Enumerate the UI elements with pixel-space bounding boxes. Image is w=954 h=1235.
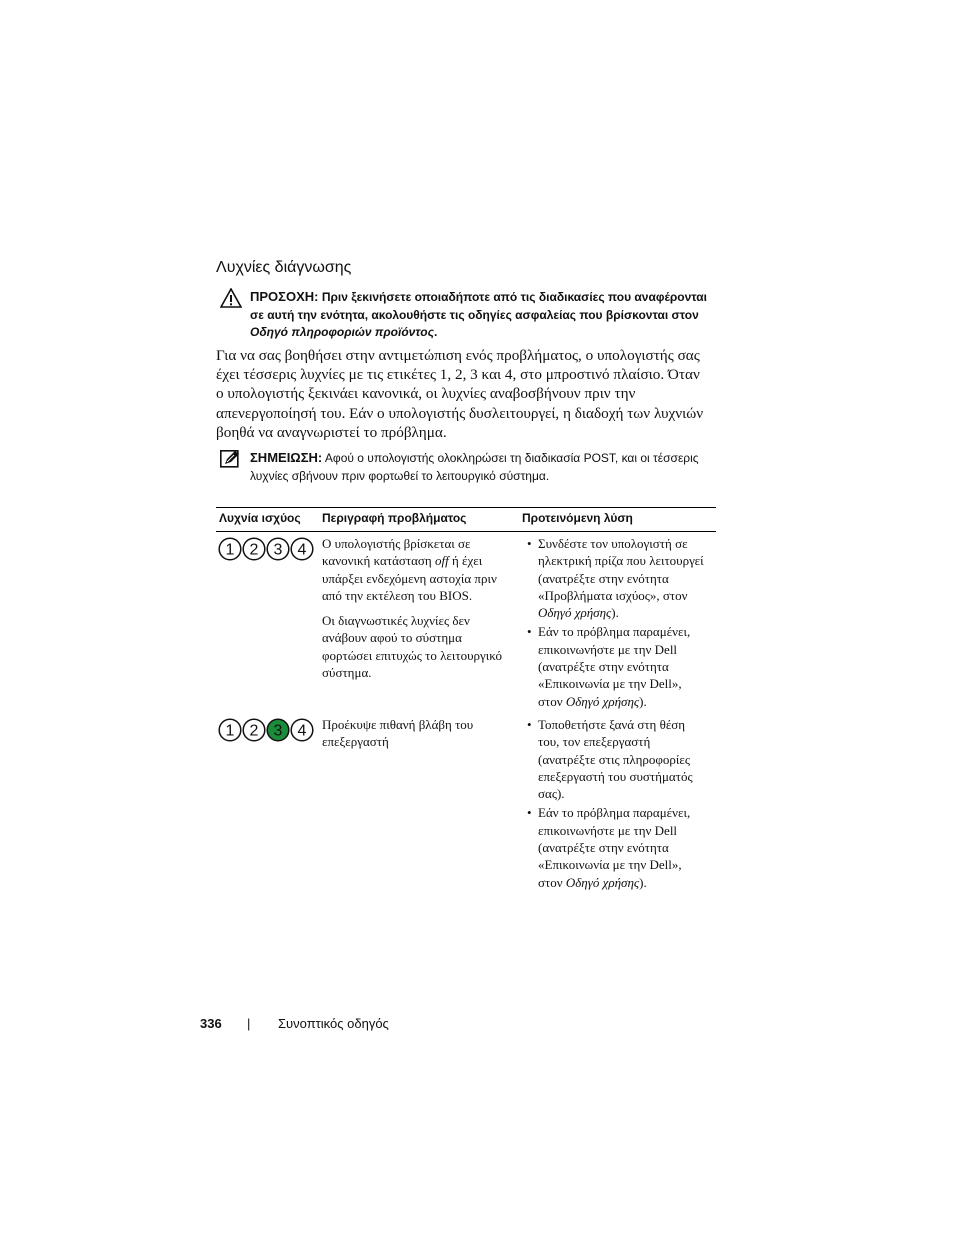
problem-description	[322, 535, 518, 689]
page-number: 336	[200, 1016, 222, 1031]
intro-line: βοηθά να αναγνωριστεί το πρόβλημα.	[216, 423, 447, 441]
solution-line: επικοινωνήστε με την Dell	[538, 641, 678, 657]
caution-label: ΠΡΟΣΟΧΗ:	[250, 289, 319, 304]
solution-line: • Τοποθετήστε ξανά στη θέση	[538, 717, 686, 732]
column-header-power-light: Λυχνία ισχύος	[219, 511, 301, 525]
diagnostic-light-3	[266, 718, 290, 742]
intro-line: ο υπολογιστής ξεκινάει κανονικά, οι λυχνίες αναβοσβήνουν πριν την	[216, 385, 636, 403]
column-header-suggested-solution: Προτεινόμενη λύση	[522, 511, 633, 525]
diagnostic-light-1	[218, 537, 242, 561]
book-title: Συνοπτικός οδηγός	[278, 1016, 389, 1031]
light-label: 4	[297, 541, 307, 559]
guide-reference: Οδηγό χρήσης	[565, 693, 640, 709]
solution-item	[526, 623, 716, 709]
caution-end: .	[433, 325, 438, 339]
description-line: Οι διαγνωστικές λυχνίες δεν	[322, 613, 470, 629]
light-label: 1	[225, 722, 235, 740]
description-line: φορτώσει επιτυχώς το λειτουργικό	[322, 647, 502, 663]
caution-text	[250, 288, 716, 342]
light-label: 3	[273, 722, 283, 740]
note-pencil-icon	[220, 450, 240, 473]
solution-line: «Προβλήματα ισχύος», στον	[538, 587, 688, 603]
description-line: υπάρξει ενδεχόμενη αστοχία πριν	[322, 570, 497, 586]
solution-line: (ανατρέξτε στην ενότητα	[538, 570, 669, 586]
table-header-rule	[216, 531, 716, 532]
solution-line: ηλεκτρική πρίζα που λειτουργεί	[538, 553, 704, 569]
caution-block	[216, 288, 716, 342]
guide-reference: Οδηγό χρήσης	[565, 874, 640, 890]
solution-line	[538, 693, 716, 710]
solution-text: ).	[611, 605, 619, 621]
solution-line: επικοινωνήστε με την Dell	[538, 822, 678, 838]
note-block	[216, 449, 716, 485]
intro-line: απενεργοποίησή του. Εάν ο υπολογιστής δυσλειτουργεί, η διαδοχή των λυχνιών	[216, 404, 704, 422]
note-text	[250, 449, 716, 485]
description-italic: off	[434, 553, 449, 569]
description-text: κανονική κατάσταση	[322, 553, 435, 569]
light-label: 4	[297, 722, 307, 740]
suggested-solution	[526, 535, 716, 712]
solution-item	[526, 535, 716, 621]
solution-line: σας).	[538, 786, 565, 802]
guide-reference: Οδηγό χρήσης	[538, 605, 612, 621]
suggested-solution	[526, 716, 716, 893]
note-body: Αφού ο υπολογιστής ολοκληρώσει τη διαδικασία POST, και οι τέσσερις λυχνίες σβήνουν πριν φορτωθεί το λειτουργικό σύστημα.	[250, 451, 699, 483]
diagnostic-light-3	[266, 537, 290, 561]
solution-line: • Εάν το πρόβλημα παραμένει,	[538, 624, 691, 640]
description-line: Ο υπολογιστής βρίσκεται σε	[322, 536, 471, 551]
diagnostic-light-2	[242, 718, 266, 742]
diagnostic-light-4	[290, 537, 314, 561]
description-line: σύστημα.	[322, 665, 372, 681]
diagnostic-light-1	[218, 718, 242, 742]
table-top-rule	[216, 507, 716, 508]
solution-line: επεξεργαστή του συστήματός	[538, 768, 693, 784]
solution-item	[526, 716, 716, 802]
solution-line	[538, 874, 716, 891]
intro-line: Για να σας βοηθήσει στην αντιμετώπιση ενός προβλήματος, ο υπολογιστής σας	[216, 347, 700, 364]
solution-line: «Επικοινωνία με την Dell»,	[538, 857, 682, 873]
solution-text: ).	[639, 874, 647, 890]
solution-line: «Επικοινωνία με την Dell»,	[538, 676, 682, 692]
caution-doc-ref: Οδηγό πληροφοριών προϊόντος	[250, 325, 434, 339]
solution-text: στον	[538, 874, 566, 890]
light-pattern	[218, 718, 314, 742]
solution-item	[526, 804, 716, 890]
solution-line: (ανατρέξτε στις πληροφορίες	[538, 751, 690, 767]
light-pattern	[218, 537, 314, 561]
diagnostic-light-2	[242, 537, 266, 561]
light-label: 3	[273, 541, 283, 559]
light-label: 2	[249, 722, 259, 740]
description-line: ανάβουν αφού το σύστημα	[322, 630, 462, 646]
light-label: 1	[225, 541, 235, 559]
description-line	[322, 552, 518, 569]
problem-description	[322, 716, 518, 759]
intro-paragraph	[216, 346, 716, 442]
column-header-problem-description: Περιγραφή προβλήματος	[322, 511, 467, 525]
warning-triangle-icon	[220, 288, 242, 313]
footer-separator: |	[247, 1016, 251, 1031]
solution-line: (ανατρέξτε στην ενότητα	[538, 840, 669, 856]
description-paragraph	[322, 612, 518, 681]
description-paragraph	[322, 716, 518, 751]
diagnostic-light-4	[290, 718, 314, 742]
light-label: 2	[249, 541, 259, 559]
solution-text: στον	[538, 693, 566, 709]
solution-line: του, τον επεξεργαστή	[538, 734, 651, 750]
description-line: Προέκυψε πιθανή βλάβη του	[322, 717, 474, 732]
description-line: επεξεργαστή	[322, 734, 389, 750]
caution-body: Πριν ξεκινήσετε οποιαδήποτε από τις διαδικασίες που αναφέρονται σε αυτή την ενότητα, ακολουθήστε τις οδηγίες ασφαλείας που βρίσκονται στον	[250, 290, 708, 322]
note-label: ΣΗΜΕΙΩΣΗ:	[250, 450, 323, 465]
section-title: Λυχνίες διάγνωσης	[216, 259, 352, 276]
solution-line	[538, 604, 716, 621]
description-paragraph	[322, 535, 518, 604]
description-text: ή έχει	[448, 553, 483, 569]
description-line: από την εκτέλεση του BIOS.	[322, 587, 473, 603]
solution-text: ).	[639, 693, 647, 709]
intro-line: έχει τέσσερις λυχνίες με τις ετικέτες 1, 2, 3 και 4, στο μπροστινό πλαίσιο. Όταν	[216, 366, 700, 384]
solution-line: • Συνδέστε τον υπολογιστή σε	[538, 536, 688, 551]
solution-line: (ανατρέξτε στην ενότητα	[538, 659, 669, 675]
solution-line: • Εάν το πρόβλημα παραμένει,	[538, 805, 691, 821]
